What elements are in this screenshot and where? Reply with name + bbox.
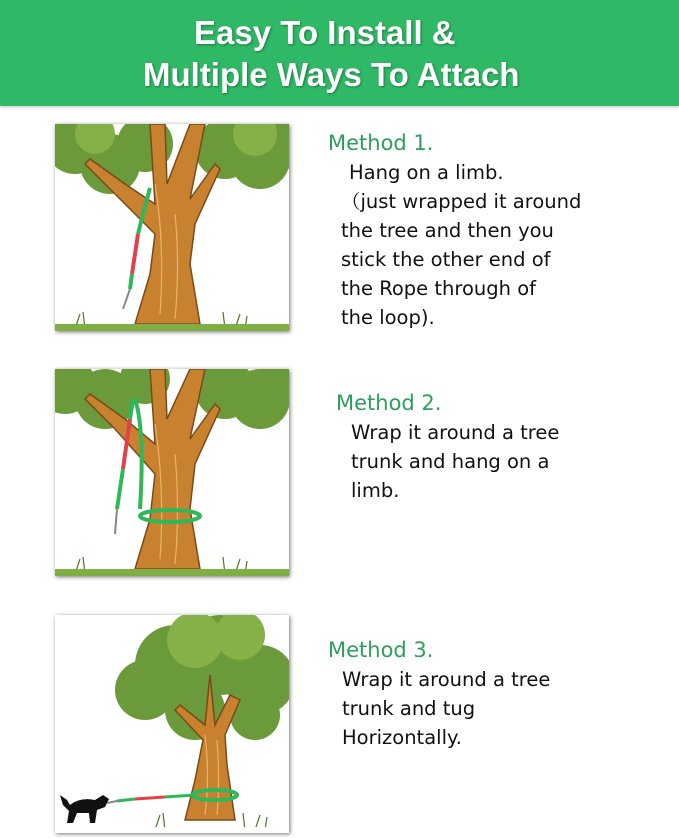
method-3-line: trunk and tug [342,697,476,720]
method-2-description [351,418,559,505]
method-1-illustration [55,124,289,331]
method-2-line: Wrap it around a tree [351,421,560,444]
method-3-illustration [55,615,289,833]
method-1-description [341,158,581,332]
tree-icon [55,124,289,331]
method-2-title: Method 2. [336,391,442,415]
method-1-line: Hang on a limb. [349,161,504,184]
method-1-line: （just wrapped it around [341,190,582,213]
method-3-description [342,665,550,752]
header-banner [0,0,679,106]
method-1-line: the Rope through of [341,277,536,300]
method-2-illustration [55,369,289,576]
tree-icon [55,369,289,576]
method-2-line: trunk and hang on a [351,450,550,473]
tree-with-dog-icon [55,615,289,833]
dog-silhouette-icon [60,795,109,823]
method-1-title: Method 1. [328,131,434,155]
method-1-line: the loop). [341,306,435,329]
method-1-line: the tree and then you [341,219,554,242]
header-title-line-1: Easy To Install & [194,14,456,51]
method-3-line: Wrap it around a tree [342,668,551,691]
method-3-line: Horizontally. [342,726,462,749]
method-3-title: Method 3. [328,638,434,662]
method-2-line: limb. [351,479,400,502]
method-1-line: stick the other end of [341,248,551,271]
header-title-line-2: Multiple Ways To Attach [143,56,520,93]
